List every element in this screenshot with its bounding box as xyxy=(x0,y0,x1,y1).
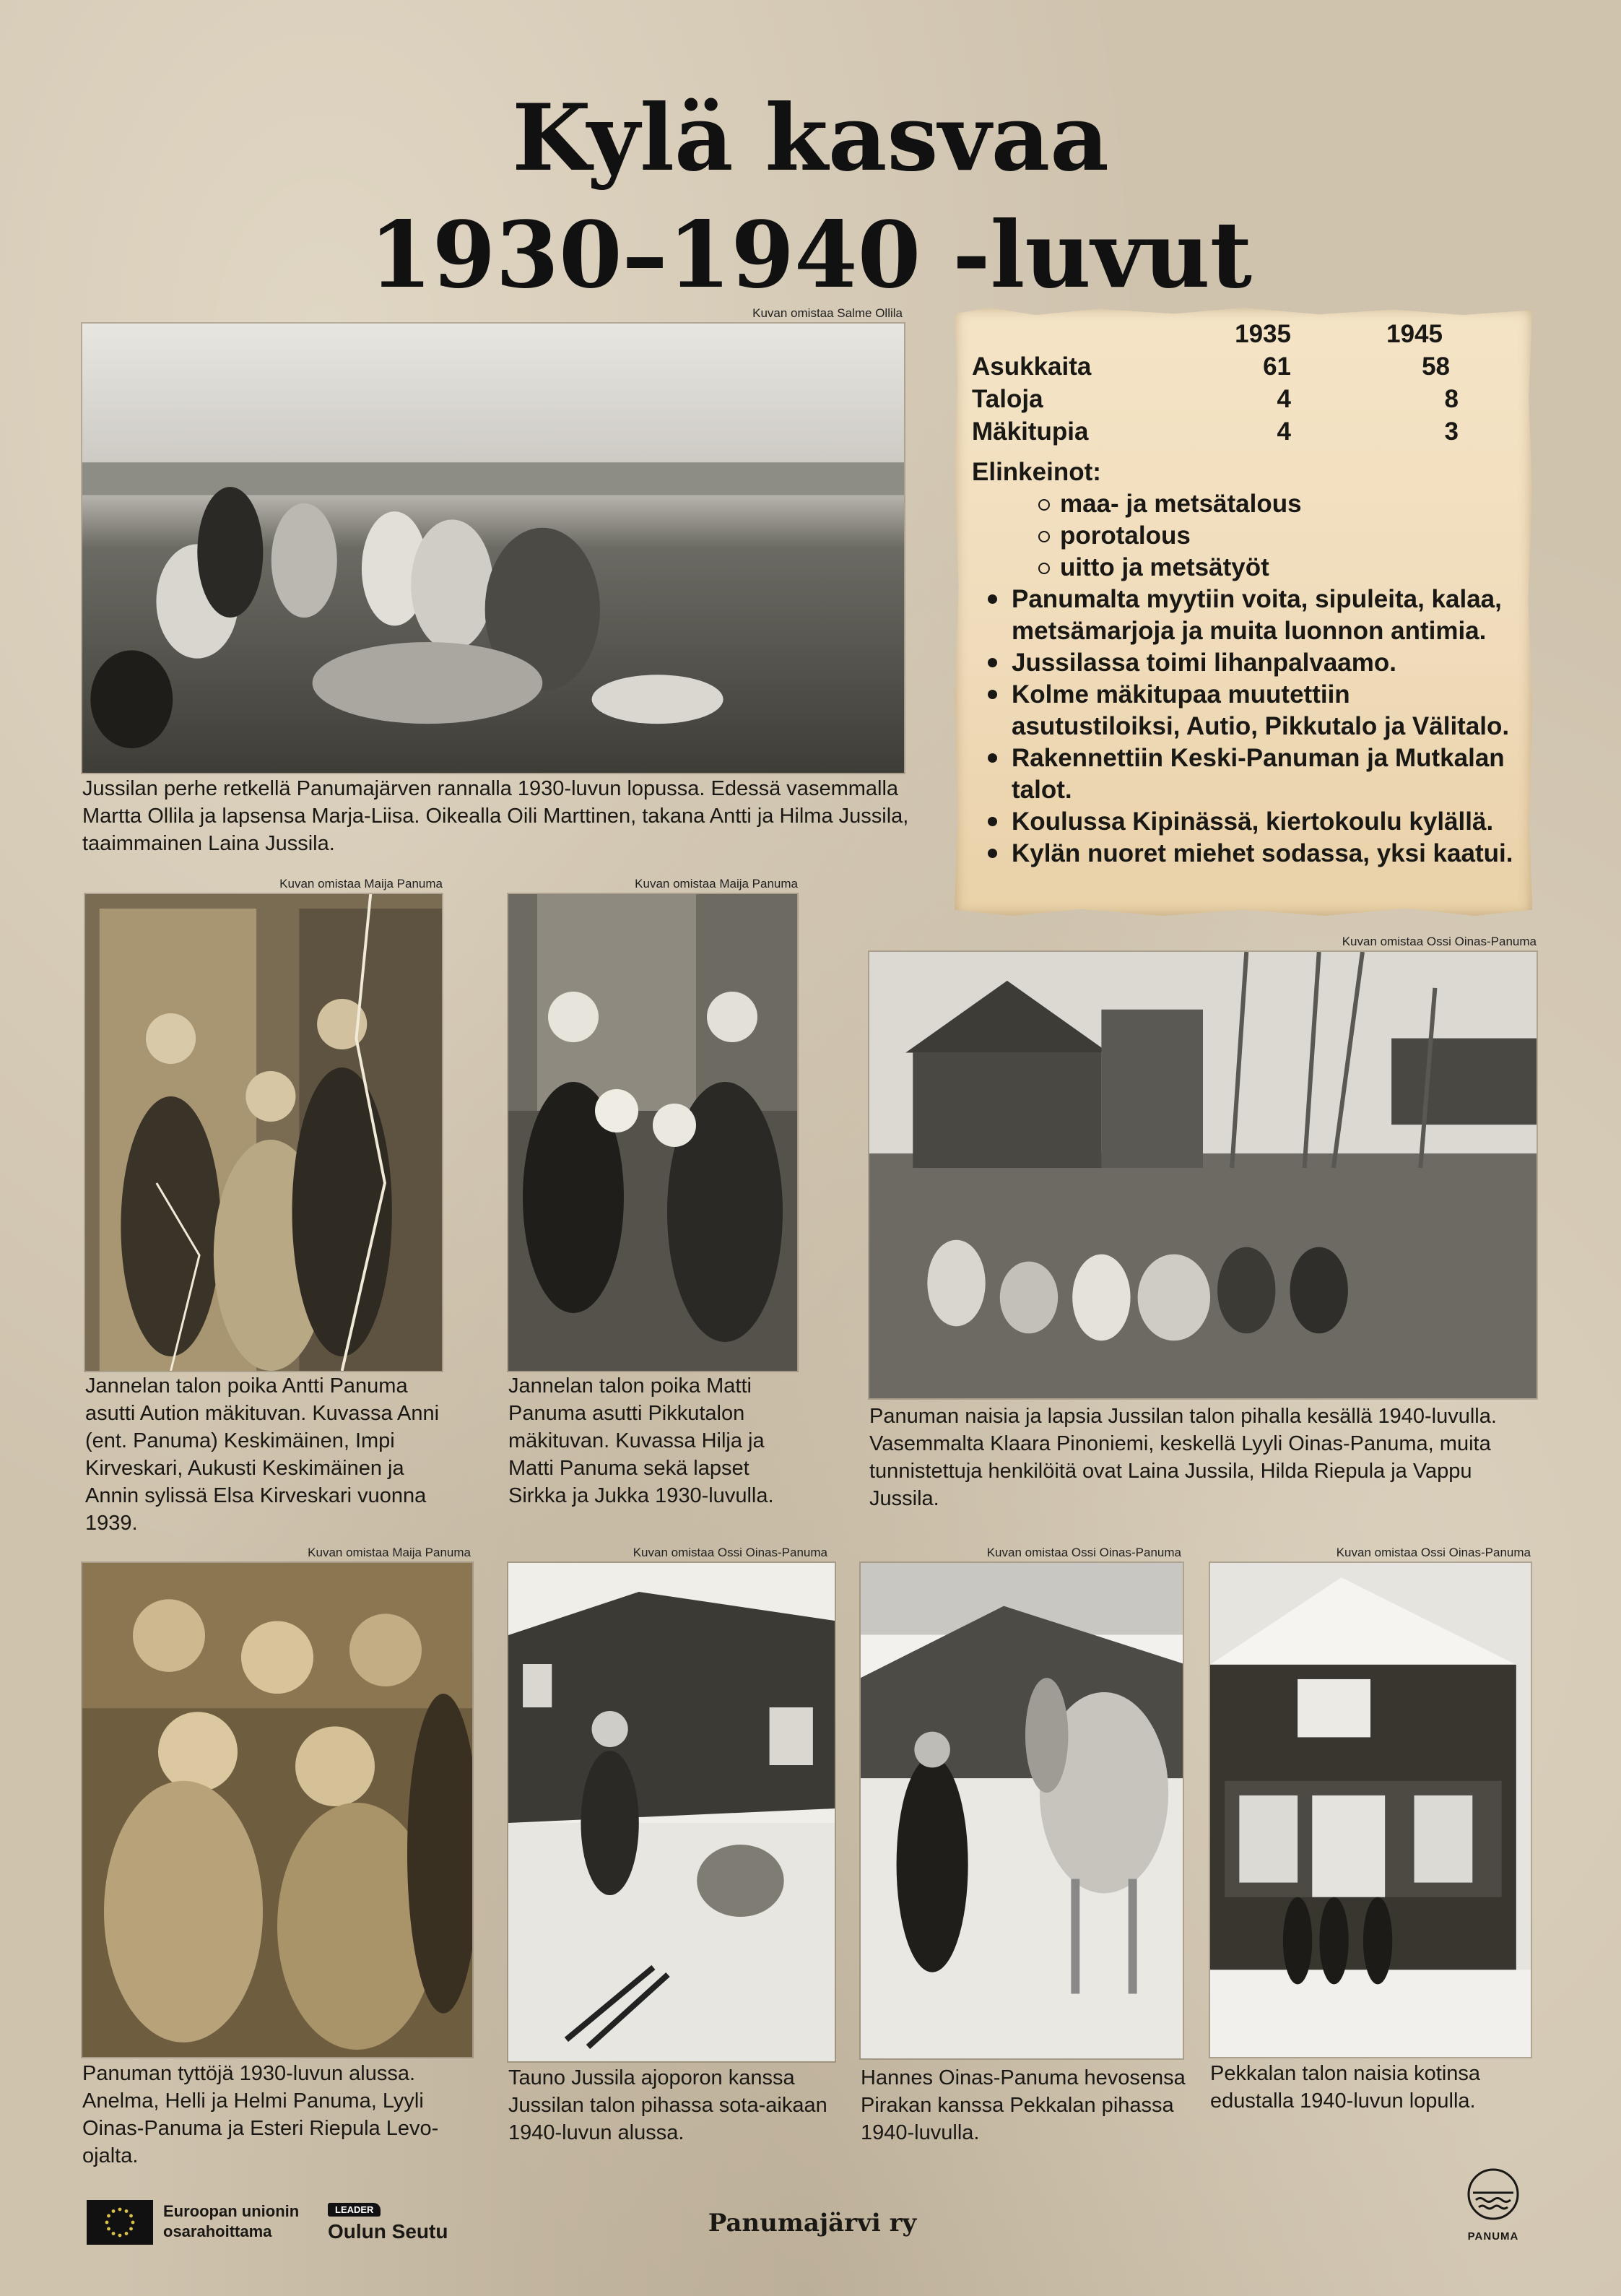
stats-value: 61 xyxy=(1263,352,1291,381)
photo-jussila-yard xyxy=(869,952,1537,1398)
photo-credit: Kuvan omistaa Ossi Oinas-Panuma xyxy=(1336,1546,1531,1559)
leader-name: Oulun Seutu xyxy=(328,2220,448,2243)
photo-caption: Jussilan perhe retkellä Panumajärven rannalla 1930-luvun lopussa. Edessä vasemmalla Martta Ollila ja lapsensa Marja-Liisa. Oikealla Oili Marttinen, takana Antti ja Hilma Jussila, taaimmainen Laina Jussila. xyxy=(82,777,909,855)
photo-credit: Kuvan omistaa Ossi Oinas-Panuma xyxy=(633,1546,827,1559)
photo-caption: Tauno Jussila ajoporon kanssa Jussilan talon pihassa sota-aikaan 1940-luvun alussa. xyxy=(508,2066,827,2144)
photo-aution-family xyxy=(85,894,442,1371)
photo-horse xyxy=(861,1563,1183,2058)
photo-credit: Kuvan omistaa Maija Panuma xyxy=(635,877,798,891)
photo-caption: Pekkalan talon naisia kotinsa edustalla 1940-luvun lopulla. xyxy=(1210,2062,1481,2113)
photo-pekkala-house xyxy=(1210,1563,1531,2057)
photo-caption: Jannelan talon poika Matti Panuma asutti Pikkutalon mäkituvan. Kuvassa Hilja ja Matti Panuma sekä lapset Sirkka ja Jukka 1930-luvulla. xyxy=(508,1374,774,1507)
eu-line: Euroopan unionin xyxy=(163,2202,300,2220)
elinkeinot-heading: Elinkeinot: xyxy=(972,458,1101,486)
elinkeinot-block xyxy=(972,456,1524,870)
photo-picnic xyxy=(82,324,904,773)
photo-credit: Kuvan omistaa Maija Panuma xyxy=(279,877,443,891)
year-1935: 1935 xyxy=(1235,320,1291,348)
stats-row xyxy=(955,383,1532,415)
photo-reindeer xyxy=(508,1563,835,2061)
page-title xyxy=(0,79,1621,313)
stats-row xyxy=(955,415,1532,448)
stats-value: 4 xyxy=(1277,385,1291,413)
photo-pikkutalo-family xyxy=(508,894,797,1371)
stats-value: 8 xyxy=(1444,385,1459,413)
leader-badge: LEADER xyxy=(328,2203,381,2217)
stats-header xyxy=(955,318,1532,350)
list-item: Panumalta myytiin voita, sipuleita, kalaa, metsämarjoja ja muita luonnon antimia. xyxy=(972,584,1524,647)
photo-caption: Panuman naisia ja lapsia Jussilan talon pihalla kesällä 1940-luvulla. Vasemmalta Klaara Pinoniemi, keskellä Lyyli Oinas-Panuma, muita tunnistettuja henkilöitä ovat Laina Jussila, Hilda Riepula ja Vappu Jussila. xyxy=(869,1405,1497,1510)
eu-funding-text xyxy=(163,2201,299,2242)
eu-line: osarahoittama xyxy=(163,2222,272,2240)
photo-credit: Kuvan omistaa Maija Panuma xyxy=(308,1546,471,1559)
stats-label: Asukkaita xyxy=(972,352,1092,381)
title-line-2: 1930–1940 -luvut xyxy=(368,202,1253,308)
eu-stars-icon xyxy=(87,2200,153,2245)
stats-value: 58 xyxy=(1422,352,1450,381)
list-item: uitto ja metsätyöt xyxy=(1038,552,1524,584)
stats-value: 3 xyxy=(1444,417,1459,446)
organization-name: Panumajärvi ry xyxy=(708,2209,917,2237)
year-1945: 1945 xyxy=(1386,320,1443,348)
list-item: maa- ja metsätalous xyxy=(1038,488,1524,520)
photo-caption: Jannelan talon poika Antti Panuma asutti Aution mäkituvan. Kuvassa Anni (ent. Panuma) Keskimäinen, Impi Kirveskari, Aukusti Keskimäinen ja Annin sylissä Elsa Kirveskari vuonna 1939. xyxy=(85,1374,440,1535)
list-item: Jussilassa toimi lihanpalvaamo. xyxy=(972,647,1524,679)
title-line-1: Kylä kasvaa xyxy=(512,85,1109,191)
photo-credit: Kuvan omistaa Ossi Oinas-Panuma xyxy=(1342,935,1537,948)
stats-label: Mäkitupia xyxy=(972,417,1089,446)
list-item: Rakennettiin Keski-Panuman ja Mutkalan talot. xyxy=(972,742,1524,806)
photo-credit: Kuvan omistaa Salme Ollila xyxy=(752,306,903,320)
panuma-logo xyxy=(1466,2167,1521,2222)
stats-label: Taloja xyxy=(972,385,1043,413)
panuma-logo-text: PANUMA xyxy=(1467,2230,1519,2243)
photo-credit: Kuvan omistaa Ossi Oinas-Panuma xyxy=(986,1546,1181,1559)
list-item: porotalous xyxy=(1038,520,1524,552)
list-item: Koulussa Kipinässä, kiertokoulu kylällä. xyxy=(972,806,1524,838)
photo-panuma-girls xyxy=(82,1563,472,2057)
stats-value: 4 xyxy=(1277,417,1291,446)
list-item: Kolme mäkitupaa muutettiin asutustiloiksi, Autio, Pikkutalo ja Välitalo. xyxy=(972,679,1524,742)
facts-list xyxy=(972,584,1524,870)
stats-row xyxy=(955,350,1532,383)
photo-caption: Hannes Oinas-Panuma hevosensa Pirakan kanssa Pekkalan pihassa 1940-luvulla. xyxy=(861,2066,1186,2144)
photo-caption: Panuman tyttöjä 1930-luvun alussa. Anelma, Helli ja Helmi Panuma, Lyyli Oinas-Panuma ja Esteri Riepula Levo-ojalta. xyxy=(82,2062,439,2167)
list-item: Kylän nuoret miehet sodassa, yksi kaatui. xyxy=(972,838,1524,870)
panuma-wave-icon xyxy=(1466,2167,1521,2222)
elinkeinot-sublist xyxy=(1038,488,1524,584)
stats-table xyxy=(955,318,1532,448)
eu-flag-logo xyxy=(87,2200,153,2245)
